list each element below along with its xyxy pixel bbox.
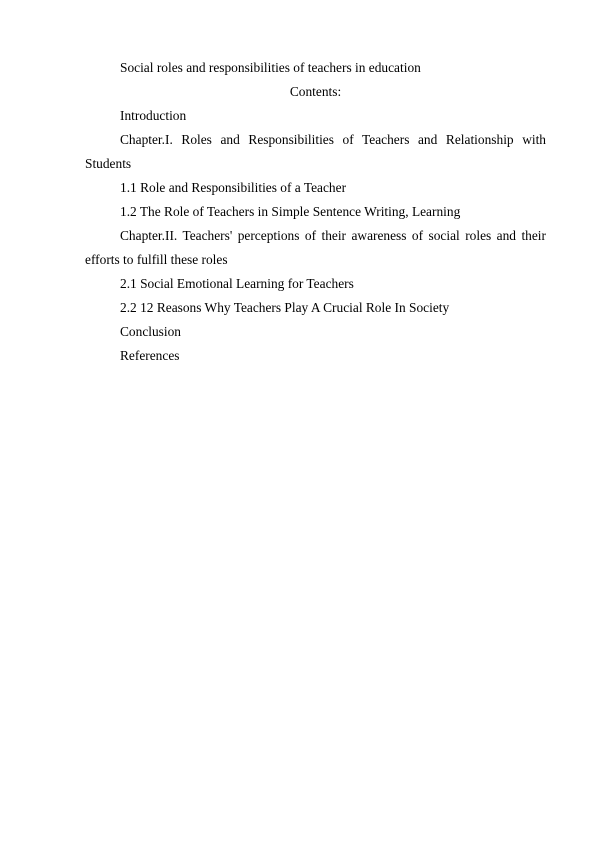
toc-item-section-1-2: 1.2 The Role of Teachers in Simple Sentence Writing, Learning xyxy=(120,204,461,219)
toc-item-section-1-1: 1.1 Role and Responsibilities of a Teacher xyxy=(120,180,347,195)
toc-item-references: References xyxy=(120,348,180,363)
toc-item-conclusion: Conclusion xyxy=(120,324,182,339)
contents-heading: Contents: xyxy=(289,84,342,99)
toc-item-chapter-2: Chapter.II. Teachers' perceptions of their awareness of social roles and their efforts to fulfill these roles xyxy=(85,228,546,267)
toc-item-section-2-2: 2.2 12 Reasons Why Teachers Play A Crucial Role In Society xyxy=(120,300,450,315)
toc-item-chapter-1: Chapter.I. Roles and Responsibilities of Teachers and Relationship with Students xyxy=(85,132,546,171)
document-title: Social roles and responsibilities of teachers in education xyxy=(120,60,421,75)
toc-item-introduction: Introduction xyxy=(120,108,187,123)
document-body xyxy=(85,56,546,368)
toc-item-section-2-1: 2.1 Social Emotional Learning for Teachers xyxy=(120,276,354,291)
